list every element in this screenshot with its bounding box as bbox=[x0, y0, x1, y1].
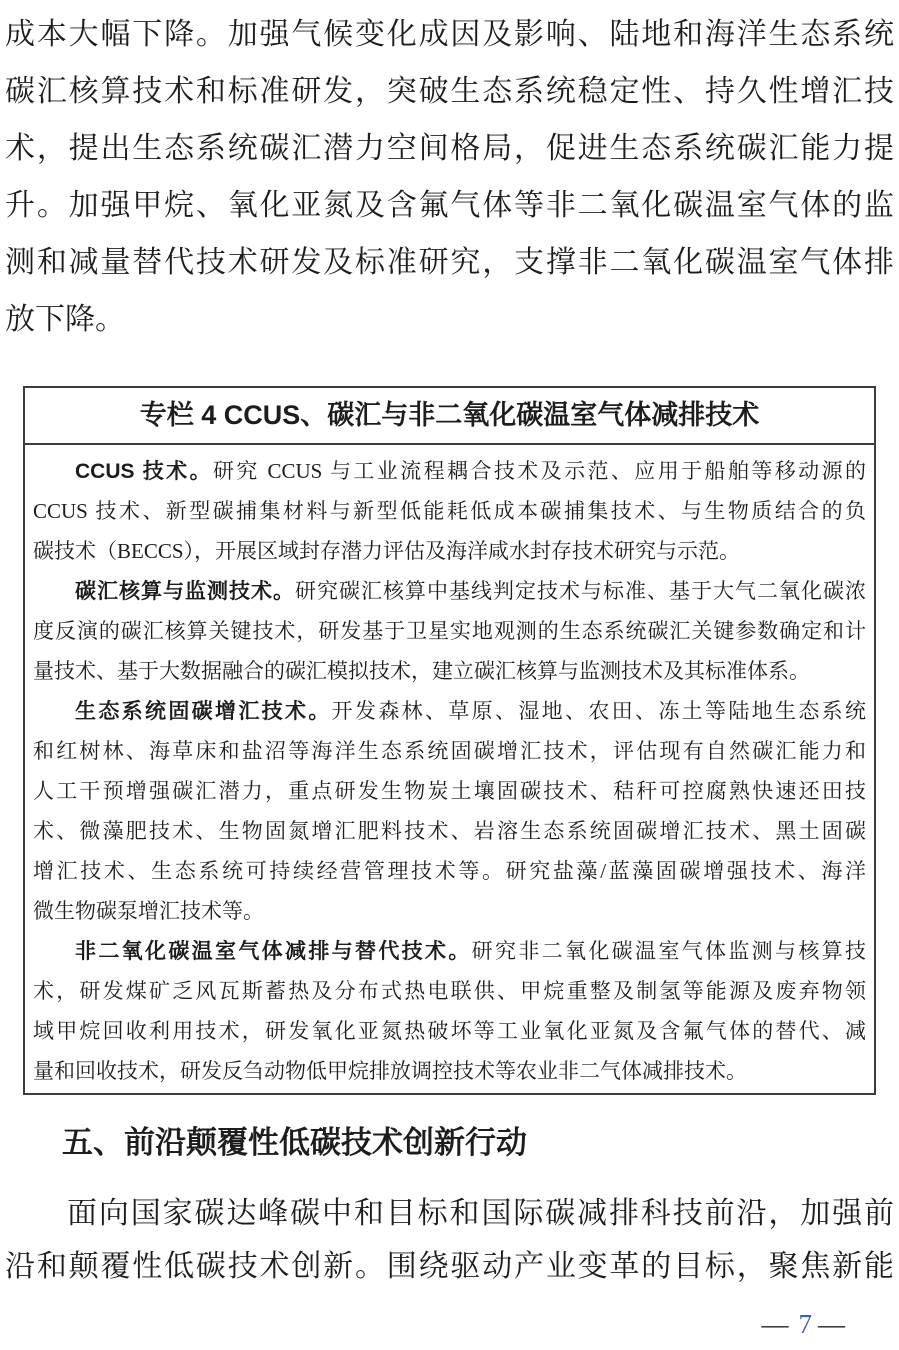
text-line: 和红树林、海草床和盐沼等海洋生态系统固碳增汇技术，评估现有自然碳汇能力和 bbox=[33, 739, 866, 763]
text-line: 成本大幅下降。加强气候变化成因及影响、陆地和海洋生态系统 bbox=[5, 18, 894, 51]
text-line: 升。加强甲烷、氧化亚氮及含氟气体等非二氧化碳温室气体的监 bbox=[5, 189, 894, 222]
text-line: 测和减量替代技术研发及标准研究，支撑非二氧化碳温室气体排 bbox=[5, 246, 894, 279]
text-line: CCUS 技术、新型碳捕集材料与新型低能耗低成本碳捕集技术、与生物质结合的负 bbox=[33, 499, 866, 523]
text-line: 非二氧化碳温室气体减排与替代技术。研究非二氧化碳温室气体监测与核算技 bbox=[75, 939, 866, 963]
text-line: 术、微藻肥技术、生物固氮增汇肥料技术、岩溶生态系统固碳增汇技术、黑土固碳 bbox=[33, 819, 866, 843]
text-line: 量和回收技术，研发反刍动物低甲烷排放调控技术等农业非二气体减排技术。 bbox=[33, 1059, 747, 1083]
text-line: 量技术、基于大数据融合的碳汇模拟技术，建立碳汇核算与监测技术及其标准体系。 bbox=[33, 659, 810, 683]
text-line: 微生物碳泵增汇技术等。 bbox=[33, 899, 264, 923]
section-heading: 五、前沿颠覆性低碳技术创新行动 bbox=[62, 1125, 527, 1160]
panel-paragraph bbox=[33, 931, 866, 1091]
panel-title: 专栏 4 CCUS、碳汇与非二氧化碳温室气体减排技术 bbox=[25, 388, 874, 445]
panel-ccus bbox=[23, 386, 876, 1095]
text-line: 碳汇核算与监测技术。研究碳汇核算中基线判定技术与标准、基于大气二氧化碳浓 bbox=[75, 579, 866, 603]
paragraph-lead: CCUS 技术。 bbox=[75, 460, 213, 483]
text-line: 面向国家碳达峰碳中和目标和国际碳减排科技前沿，加强前 bbox=[67, 1197, 894, 1230]
text-line: 增汇技术、生态系统可持续经营管理技术等。研究盐藻/蓝藻固碳增强技术、海洋 bbox=[33, 859, 866, 883]
text-line: 沿和颠覆性低碳技术创新。围绕驱动产业变革的目标，聚焦新能 bbox=[5, 1250, 894, 1283]
text-line: 度反演的碳汇核算关键技术，研发基于卫星实地观测的生态系统碳汇关键参数确定和计 bbox=[33, 619, 866, 643]
panel-paragraph bbox=[33, 571, 866, 691]
page-number-prefix: — bbox=[761, 1309, 793, 1339]
text-line: 术，研发煤矿乏风瓦斯蓄热及分布式热电联供、甲烷重整及制氢等能源及废弃物领 bbox=[33, 979, 866, 1003]
text-line: 碳技术（BECCS），开展区域封存潜力评估及海洋咸水封存技术研究与示范。 bbox=[33, 539, 741, 563]
closing-paragraph bbox=[0, 1187, 899, 1293]
text-line: 人工干预增强碳汇潜力，重点研发生物炭土壤固碳技术、秸秆可控腐熟快速还田技 bbox=[33, 779, 866, 803]
text-line: CCUS 技术。研究 CCUS 与工业流程耦合技术及示范、应用于船舶等移动源的 bbox=[75, 459, 866, 483]
paragraph-lead: 非二氧化碳温室气体减排与替代技术。 bbox=[75, 940, 472, 963]
paragraph-lead: 碳汇核算与监测技术。 bbox=[75, 580, 295, 603]
paragraph-lead: 生态系统固碳增汇技术。 bbox=[75, 700, 332, 723]
text-line: 碳汇核算技术和标准研发，突破生态系统稳定性、持久性增汇技 bbox=[5, 75, 894, 108]
text-line: 域甲烷回收利用技术，研发氧化亚氮热破坏等工业氧化亚氮及含氟气体的替代、减 bbox=[33, 1019, 866, 1043]
panel-paragraph bbox=[33, 691, 866, 931]
text-line: 放下降。 bbox=[5, 303, 125, 336]
page-number bbox=[762, 1309, 850, 1340]
text-line: 生态系统固碳增汇技术。开发森林、草原、湿地、农田、冻土等陆地生态系统 bbox=[75, 699, 866, 723]
page-number-value: 7 bbox=[798, 1309, 812, 1339]
text-line: 术，提出生态系统碳汇潜力空间格局，促进生态系统碳汇能力提 bbox=[5, 132, 894, 165]
page-number-suffix: — bbox=[818, 1309, 849, 1339]
panel-paragraph bbox=[33, 451, 866, 571]
intro-paragraph bbox=[0, 0, 899, 348]
panel-body bbox=[25, 445, 874, 1093]
